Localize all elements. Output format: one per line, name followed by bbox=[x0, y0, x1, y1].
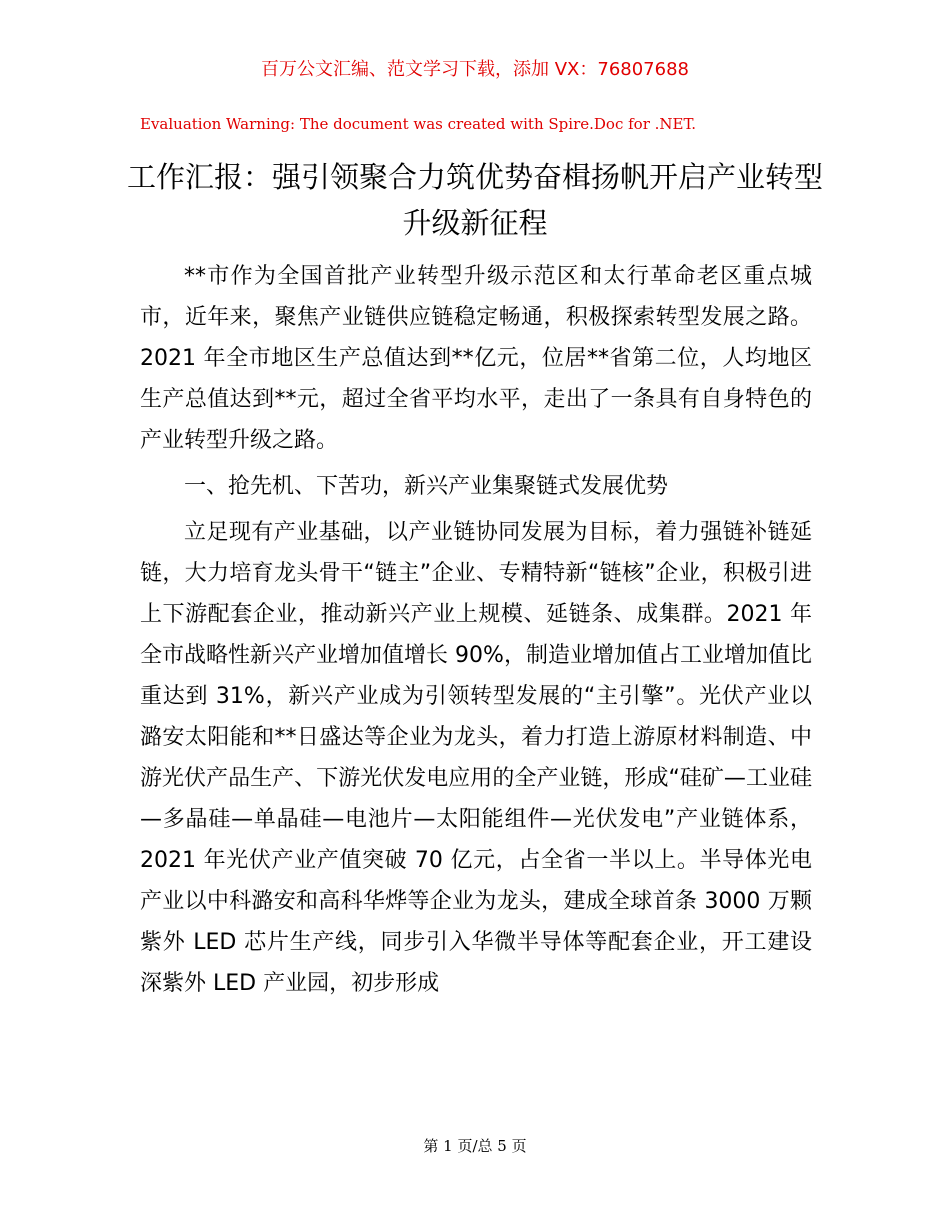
document-body bbox=[140, 256, 812, 1009]
evaluation-warning: Evaluation Warning: The document was created with Spire.Doc for .NET. bbox=[140, 115, 697, 133]
section-heading-1: 一、抢先机、下苦功，新兴产业集聚链式发展优势 bbox=[184, 474, 669, 499]
page-footer: 第 1 页/总 5 页 bbox=[423, 1137, 527, 1155]
intro-paragraph: **市作为全国首批产业转型升级示范区和太行革命老区重点城市，近年来，聚焦产业链供应链稳定畅通，积极探索转型发展之路。2021 年全市地区生产总值达到**亿元，位居**省第二位，人均地区生产总值达到**元，超过全省平均水平，走出了一条具有自身特色的产业转型升级之路。 bbox=[140, 264, 812, 453]
section-1-paragraph: 立足现有产业基础，以产业链协同发展为目标，着力强链补链延链，大力培育龙头骨干“链主”企业、专精特新“链核”企业，积极引进上下游配套企业，推动新兴产业上规模、延链条、成集群。2021 年全市战略性新兴产业增加值增长 90%，制造业增加值占工业增加值比重达到 31%，新兴产业成为引领转型发展的“主引擎”。光伏产业以潞安太阳能和**日盛达等企业为龙头，着力打造上游原材料制造、中游光伏产品生产、下游光伏发电应用的全产业链，形成“硅矿—工业硅—多晶硅—单晶硅—电池片—太阳能组件—光伏发电”产业链体系，2021 年光伏产业产值突破 70 亿元，占全省一半以上。半导体光电产业以中科潞安和高科华烨等企业为龙头，建成全球首条 3000 万颗紫外 LED 芯片生产线，同步引入华微半导体等配套企业，开工建设深紫外 LED 产业园，初步形成 bbox=[140, 520, 812, 996]
header-banner: 百万公文汇编、范文学习下载，添加 VX：76807688 bbox=[261, 59, 689, 80]
document-title: 工作汇报：强引领聚合力筑优势奋楫扬帆开启产业转型升级新征程 bbox=[126, 160, 823, 240]
